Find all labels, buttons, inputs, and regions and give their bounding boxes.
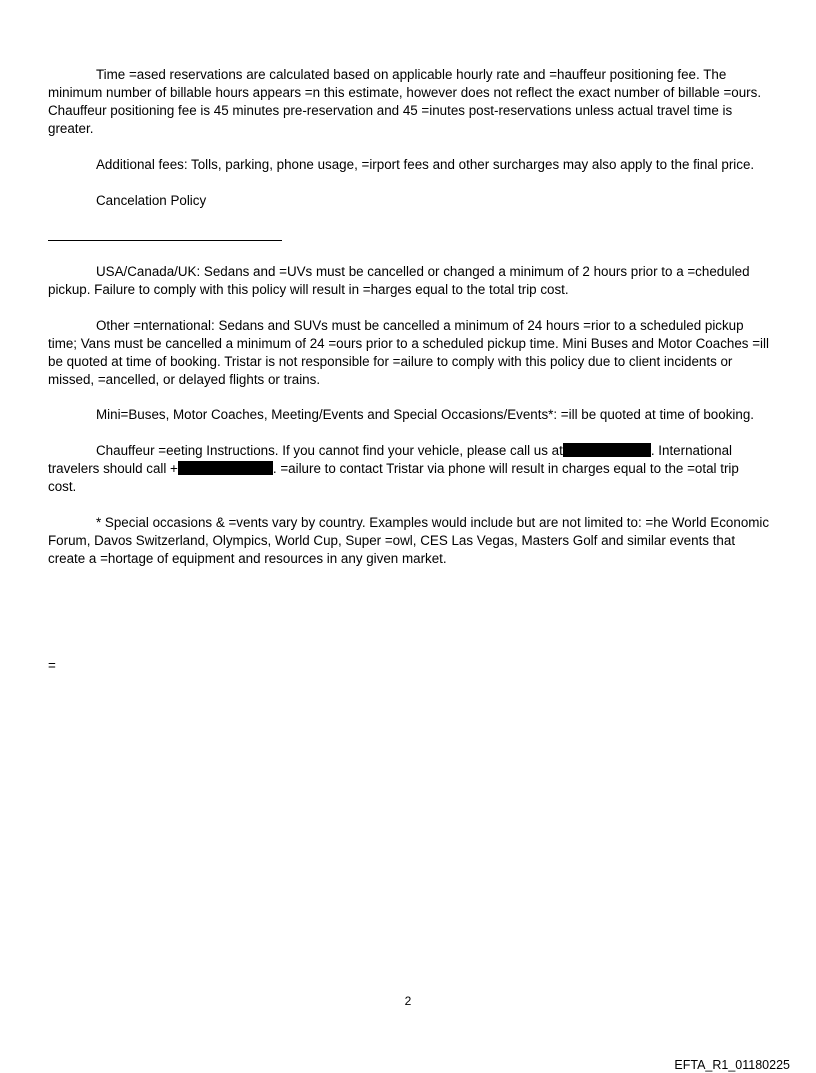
section-divider	[48, 240, 282, 241]
special-occasions-paragraph: * Special occasions & =vents vary by country. Examples would include but are not limited to: =he World Economic Forum, Davos Switzerland, Olympics, World Cup, Super =owl, CES Las Vegas, Masters Golf and similar events that create a =hortage of equipment and resources in any given market.	[48, 515, 770, 566]
chauffeur-text-part1: Chauffeur =eeting Instructions. If you cannot find your vehicle, please call us at	[96, 443, 563, 458]
usa-canada-uk-paragraph: USA/Canada/UK: Sedans and =UVs must be cancelled or changed a minimum of 2 hours prior to a =cheduled pickup. Failure to comply with this policy will result in =harges equal to the total trip cost.	[48, 264, 750, 297]
cancelation-heading: Cancelation Policy	[96, 193, 207, 208]
international-paragraph: Other =nternational: Sedans and SUVs must be cancelled a minimum of 24 hours =rior to a scheduled pickup time; Vans must be cancelled a minimum of 24 =ours prior to a scheduled pickup time. Mini Buses and Motor Coaches =ill be quoted at time of booking. Tristar is not responsible for =ailure to comply with this policy due to client incidents or missed, =ancelled, or delayed flights or trains.	[48, 318, 769, 387]
chauffeur-meeting-paragraph	[48, 442, 770, 496]
time-based-paragraph: Time =ased reservations are calculated based on applicable hourly rate and =hauffeur positioning fee. The minimum number of billable hours appears =n this estimate, however does not reflect the exact number of billable =ours. Chauffeur positioning fee is 45 minutes pre-reservation and 45 =inutes post-reservations unless actual travel time is greater.	[48, 67, 762, 136]
minibuses-paragraph: Mini=Buses, Motor Coaches, Meeting/Events and Special Occasions/Events*: =ill be quoted at time of booking.	[96, 407, 754, 422]
page-number: 2	[404, 994, 412, 1008]
additional-fees-paragraph: Additional fees: Tolls, parking, phone usage, =irport fees and other surcharges may also apply to the final price.	[96, 157, 755, 172]
redacted-phone-international	[178, 461, 273, 475]
stray-character: =	[48, 658, 56, 673]
chauffeur-text-part3: . =ailure to contact Tristar via phone will result in charges equal to the =otal trip cost.	[48, 461, 739, 494]
bates-number: EFTA_R1_01180225	[674, 1058, 790, 1072]
redacted-phone-domestic	[563, 443, 651, 457]
chauffeur-text-part2: . International travelers should call +	[48, 443, 732, 476]
